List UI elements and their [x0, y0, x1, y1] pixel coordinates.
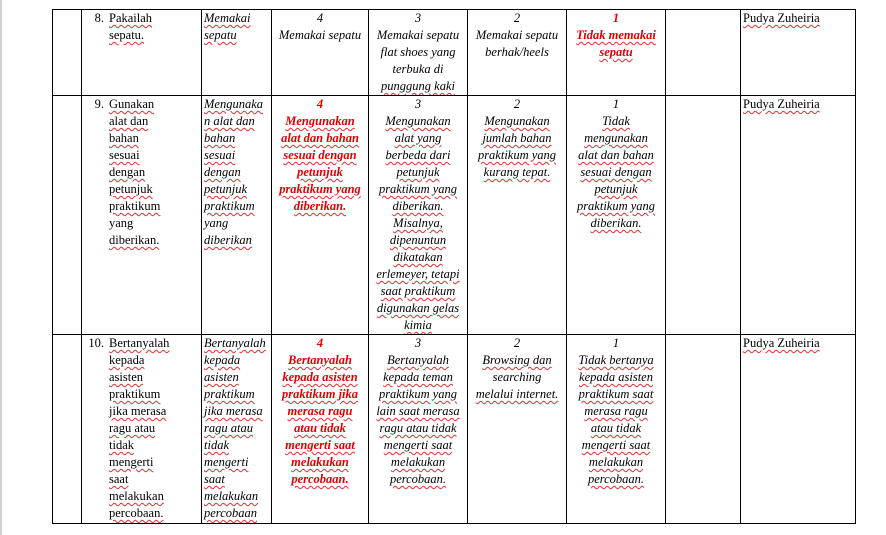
author-cell — [741, 335, 856, 524]
score-value: 1 — [612, 11, 620, 25]
score-value: 2 — [513, 97, 521, 111]
description-cell[interactable]: Mengunaka n alat dan bahan sesuai dengan petunjuk praktikum yang diberikan — [202, 96, 272, 335]
rubric-table — [52, 9, 856, 524]
score-value: 4 — [316, 11, 324, 25]
score-value: 3 — [414, 336, 422, 350]
score-1-cell[interactable]: 1 Tidak mengunakan alat dan bahan sesuai dengan petunjuk praktikum yang diberikan. — [567, 96, 666, 335]
item-number: 9. — [94, 97, 104, 111]
score-value: 2 — [513, 11, 521, 25]
score-value: 2 — [513, 336, 521, 350]
blank-cell — [53, 96, 82, 335]
score-2-cell[interactable]: 2 Mengunakan jumlah bahan praktikum yang kurang tepat. — [468, 96, 567, 335]
table-row — [53, 96, 856, 335]
aspect-text: Pakailah sepatu. — [109, 11, 153, 42]
item-number: 8. — [94, 11, 104, 25]
author-name: Pudya Zuheiria — [743, 11, 820, 25]
author-name: Pudya Zuheiria — [743, 336, 820, 350]
score-value: 4 — [316, 97, 324, 111]
score-4-cell[interactable]: 4 Bertanyalah kepada asisten praktikum jika merasa ragu atau tidak mengerti saat melakukan percobaan. — [272, 335, 369, 524]
author-cell — [741, 96, 856, 335]
score-value: 3 — [414, 11, 422, 25]
blank-cell — [53, 335, 82, 524]
score-value: 1 — [612, 336, 620, 350]
score-3-cell[interactable]: 3 Memakai sepatu flat shoes yang terbuka di punggung kaki — [369, 10, 468, 96]
author-cell — [741, 10, 856, 96]
aspect-cell[interactable] — [82, 96, 202, 335]
table-row — [53, 10, 856, 96]
blank-cell — [666, 335, 741, 524]
blank-cell — [53, 10, 82, 96]
aspect-cell[interactable] — [82, 10, 202, 96]
score-4-cell[interactable]: 4 Mengunakan alat dan bahan sesuai dengan petunjuk praktikum yang diberikan. — [272, 96, 369, 335]
aspect-text: Bertanyalah kepada asisten praktikum jika merasa ragu atau tidak mengerti saat melakukan percobaan. — [109, 336, 170, 520]
score-1-cell[interactable]: 1 Tidak bertanya kepada asisten praktikum saat merasa ragu atau tidak mengerti saat melakukan percobaan. — [567, 335, 666, 524]
score-value: 3 — [414, 97, 422, 111]
table-row — [53, 335, 856, 524]
item-number: 10. — [88, 336, 104, 350]
score-value: 1 — [612, 97, 620, 111]
blank-cell — [666, 96, 741, 335]
rubric-body — [53, 10, 856, 524]
score-1-cell[interactable]: 1 Tidak memakai sepatu — [567, 10, 666, 96]
score-value: 4 — [316, 336, 324, 350]
author-name: Pudya Zuheiria — [743, 97, 820, 111]
aspect-cell[interactable] — [82, 335, 202, 524]
description-cell[interactable]: Bertanyalah kepada asisten praktikum jika merasa ragu atau tidak mengerti saat melakukan percobaan — [202, 335, 272, 524]
blank-cell — [666, 10, 741, 96]
aspect-text: Gunakan alat dan bahan sesuai dengan petunjuk praktikum yang diberikan. — [109, 97, 161, 247]
page-left-edge — [0, 0, 2, 535]
score-4-cell[interactable]: 4 Memakai sepatu — [272, 10, 369, 96]
score-3-cell[interactable]: 3 Bertanyalah kepada teman praktikum yang lain saat merasa ragu atau tidak mengerti saat melakukan percobaan. — [369, 335, 468, 524]
score-3-cell[interactable]: 3 Mengunakan alat yang berbeda dari petunjuk praktikum yang diberikan. Misalnya, dipenuntun dikatakan erlemeyer, tetapi saat praktikum digunakan gelas kimia — [369, 96, 468, 335]
score-2-cell[interactable]: 2 Memakai sepatu berhak/heels — [468, 10, 567, 96]
score-2-cell[interactable]: 2 Browsing dan searching melalui internet. — [468, 335, 567, 524]
description-cell[interactable]: Memakai sepatu — [202, 10, 272, 96]
